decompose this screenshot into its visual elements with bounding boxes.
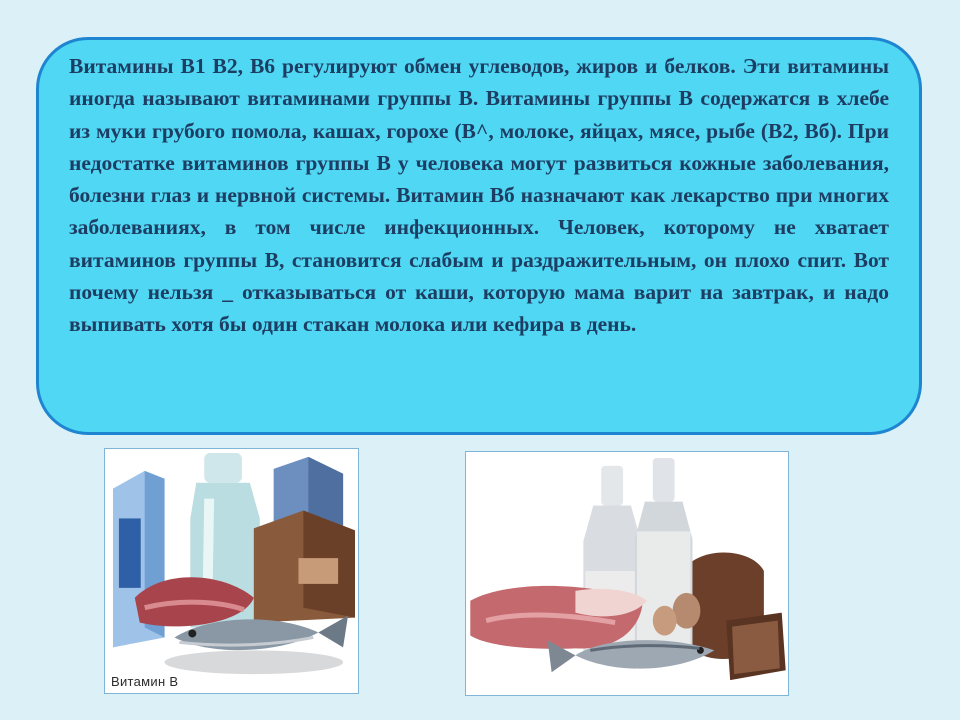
foods-photo-drawing: [466, 452, 788, 695]
vitamin-b-foods-photo: [465, 451, 789, 696]
vitamin-b-text-box: [36, 37, 922, 435]
vitamin-b-paragraph: Витамины В1 В2, В6 регулируют обмен углеводов, жиров и белков. Эти витамины иногда называют витаминами группы В. Витамины группы В содержатся в хлебе из муки грубого помола, кашах, горохе (В^, молоке, яйцах, мясе, рыбе (В2, Вб). При недостатке витаминов группы В у человека могут развиться кожные заболевания, болезни глаз и нервной системы. Витамин Вб назначают как лекарство при многих заболеваниях, в том числе инфекционных. Человек, которому не хватает витаминов группы В, становится слабым и раздражительным, он плохо спит. Вот почему нельзя _ отказываться от каши, которую мама варит на завтрак, и надо выпивать хотя бы один стакан молока или кефира в день.: [69, 54, 889, 337]
illustration-caption: Витамин В: [111, 674, 179, 689]
foods-drawing: [105, 449, 358, 693]
vitamin-b-foods-illustration: [104, 448, 359, 694]
